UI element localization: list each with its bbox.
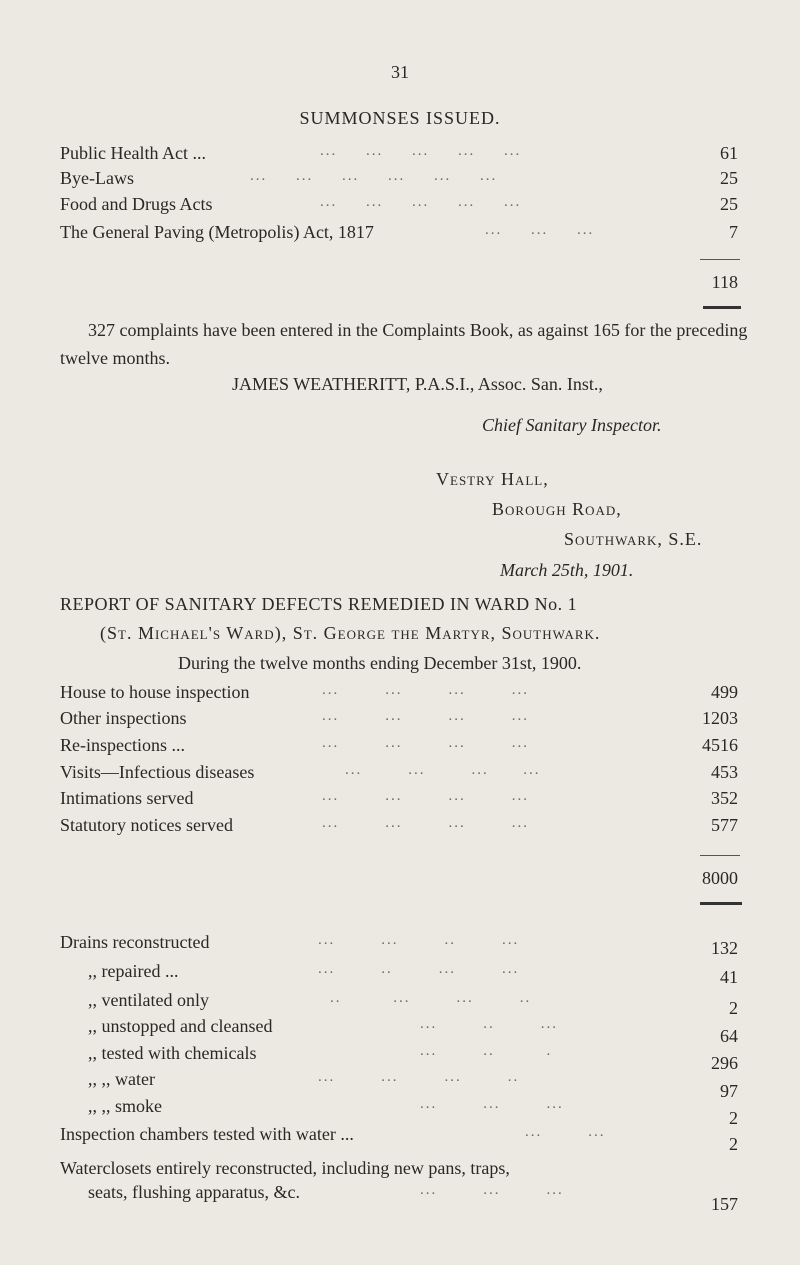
row-value: 4516 xyxy=(702,735,738,755)
waterclosets-label-line1: Waterclosets entirely reconstructed, including new pans, traps, xyxy=(60,1158,510,1178)
row-label: Visits—Infectious diseases xyxy=(60,762,255,782)
row-value: 453 xyxy=(711,762,738,782)
signature-date: March 25th, 1901. xyxy=(500,560,634,580)
row-value: 97 xyxy=(720,1081,738,1101)
row-label: Statutory notices served xyxy=(60,815,233,835)
inspections-total: 8000 xyxy=(702,868,738,888)
row-value: 352 xyxy=(711,788,738,808)
row-value: 1203 xyxy=(702,708,738,728)
report-ward: (St. Michael's Ward), St. George the Martyr, Southwark. xyxy=(100,623,601,643)
signatory-title: Chief Sanitary Inspector. xyxy=(482,415,662,435)
signatory-name: JAMES WEATHERITT, P.A.S.I., Assoc. San. Inst., xyxy=(232,374,603,394)
row-value: 41 xyxy=(720,967,738,987)
inspection-row: Statutory notices served ... ... ... ... 577 xyxy=(60,815,738,835)
row-value: 25 xyxy=(720,194,738,214)
address-line-2: Borough Road, xyxy=(492,499,622,519)
row-label: ,, tested with chemicals xyxy=(88,1043,257,1063)
row-value: 64 xyxy=(720,1026,738,1046)
address-line-3: Southwark, S.E. xyxy=(564,529,703,549)
row-label: Bye-Laws xyxy=(60,168,134,188)
drain-row: ,, tested with chemicals ... .. . 296 xyxy=(88,1043,738,1073)
report-period: During the twelve months ending December 31st, 1900. xyxy=(178,653,582,673)
row-label: Re-inspections ... xyxy=(60,735,185,755)
row-label: Drains reconstructed xyxy=(60,932,210,952)
address-line-1: Vestry Hall, xyxy=(436,469,549,489)
summons-total: 118 xyxy=(711,272,738,292)
summons-row: Bye-Laws ... ... ... ... ... ... 25 xyxy=(60,168,738,188)
row-label: Intimations served xyxy=(60,788,194,808)
summons-row: Food and Drugs Acts ... ... ... ... ... 25 xyxy=(60,194,738,214)
row-value: 499 xyxy=(711,682,738,702)
report-title: REPORT OF SANITARY DEFECTS REMEDIED IN WARD No. 1 xyxy=(60,594,578,614)
row-label: ,, unstopped and cleansed xyxy=(88,1016,273,1036)
total-double-rule xyxy=(703,306,741,309)
inspection-row: House to house inspection ... ... ... ... 499 xyxy=(60,682,738,702)
row-label: ,, repaired ... xyxy=(88,961,179,981)
row-label: ,, ,, water xyxy=(88,1069,155,1089)
sum-rule xyxy=(700,259,740,260)
waterclosets-row: seats, flushing apparatus, &c. ... ... ... 157 xyxy=(88,1182,738,1214)
row-value: 2 xyxy=(729,1108,738,1128)
summons-row: Public Health Act ... ... ... ... ... ... 61 xyxy=(60,143,738,163)
summons-row: The General Paving (Metropolis) Act, 1817 ... ... ... 7 xyxy=(60,222,738,242)
inspection-row: Intimations served ... ... ... ... 352 xyxy=(60,788,738,808)
drain-row: ,, repaired ... ... .. ... ... 41 xyxy=(88,961,738,987)
row-label: Inspection chambers tested with water ... xyxy=(60,1124,354,1144)
inspection-row: Other inspections ... ... ... ... 1203 xyxy=(60,708,738,728)
summons-total-row xyxy=(0,272,800,298)
drain-row: ,, ,, water ... ... ... .. 97 xyxy=(88,1069,738,1101)
inspection-row: Visits—Infectious diseases ... ... ... ... 453 xyxy=(60,762,738,782)
waterclosets-label-line2: seats, flushing apparatus, &c. xyxy=(88,1182,300,1202)
row-value: 61 xyxy=(720,143,738,163)
inspection-row: Re-inspections ... ... ... ... ... 4516 xyxy=(60,735,738,755)
sum-rule xyxy=(700,855,740,856)
row-label: Other inspections xyxy=(60,708,187,728)
row-value: 7 xyxy=(729,222,738,242)
row-value: 132 xyxy=(711,938,738,958)
waterclosets-value: 157 xyxy=(711,1194,738,1214)
row-label: Public Health Act ... xyxy=(60,143,206,163)
page-number: 31 xyxy=(391,62,409,82)
drain-row: Drains reconstructed ... ... .. ... 132 xyxy=(60,932,738,958)
row-value: 25 xyxy=(720,168,738,188)
row-value: 296 xyxy=(711,1053,738,1073)
drain-row: ,, ,, smoke ... ... ... 2 xyxy=(88,1096,738,1128)
row-label: The General Paving (Metropolis) Act, 1817 xyxy=(60,222,374,242)
row-label: ,, ventilated only xyxy=(88,990,209,1010)
inspections-total-row xyxy=(0,868,800,894)
drain-row: ,, ventilated only .. ... ... .. 2 xyxy=(88,990,738,1018)
complaints-paragraph: 327 complaints have been entered in the Complaints Book, as against 165 for the preceding twelve months. xyxy=(60,320,748,368)
summonses-heading: SUMMONSES ISSUED. xyxy=(299,108,501,128)
row-label: Food and Drugs Acts xyxy=(60,194,213,214)
row-value: 577 xyxy=(711,815,738,835)
drain-row: Inspection chambers tested with water ... ... ... 2 xyxy=(60,1124,738,1154)
row-label: House to house inspection xyxy=(60,682,250,702)
row-value: 2 xyxy=(729,998,738,1018)
drain-row: ,, unstopped and cleansed ... .. ... 64 xyxy=(88,1016,738,1046)
row-label: ,, ,, smoke xyxy=(88,1096,162,1116)
row-value: 2 xyxy=(729,1134,738,1154)
total-double-rule xyxy=(700,902,742,905)
